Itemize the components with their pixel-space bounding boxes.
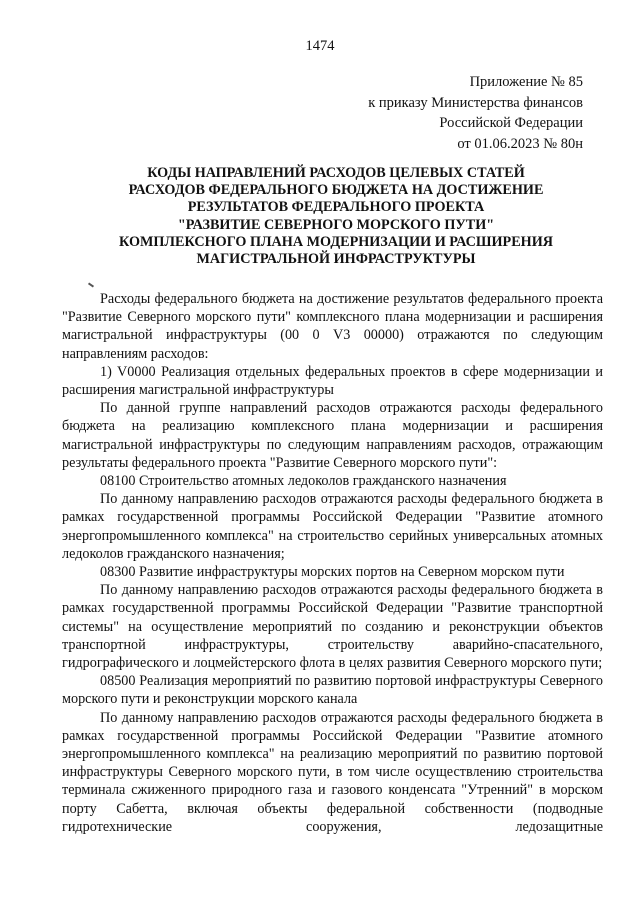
title-line: КОДЫ НАПРАВЛЕНИЙ РАСХОДОВ ЦЕЛЕВЫХ СТАТЕЙ [147,165,525,181]
title-line: "РАЗВИТИЕ СЕВЕРНОГО МОРСКОГО ПУТИ" [177,216,495,233]
appendix-line: к приказу Министерства финансов [368,94,583,111]
page-number: 1474 [305,38,335,54]
body-paragraph: 08500 Реализация мероприятий по развитию портовой инфраструктуры Северного морского пути и реконструкции морского канала [62,673,603,708]
body-paragraph: По данному направлению расходов отражаются расходы федерального бюджета в рамках государственной программы Российской Федерации "Развитие транспортной системы" на осуществление мероприятий по созданию и реконструкции объектов транспортной инфраструктуры, строительству аварийно-спасательного, гидрографического и лоцмейстерского флота в целях развития Северного морского пути; [62,582,603,672]
title-line: РАСХОДОВ ФЕДЕРАЛЬНОГО БЮДЖЕТА НА ДОСТИЖЕНИЕ [128,182,544,199]
body-paragraph: 08300 Развитие инфраструктуры морских портов на Северном морском пути [100,564,565,581]
title-line: МАГИСТРАЛЬНОЙ ИНФРАСТРУКТУРЫ [196,251,476,268]
document-title [40,165,632,268]
appendix-line: Российской Федерации [439,115,583,131]
body-paragraph: Расходы федерального бюджета на достижение результатов федерального проекта "Развитие Северного морского пути" комплексного плана модернизации и расширения магистральной инфраструктуры (00 0 V3 00000) отражаются по следующим направлениям расходов: [62,291,603,362]
body-paragraph: По данному направлению расходов отражаются расходы федерального бюджета в рамках государственной программы Российской Федерации "Развитие атомного энергопромышленного комплекса" на реализацию мероприятий по развитию портовой инфраструктуры Северного морского пути, в том числе осуществлению строительства терминала сжиженного природного газа и газового конденсата "Утренний" в морском порту Сабетта, включая объекты федеральной собственности (подводные гидротехнические сооружения, ледозащитные [62,709,603,835]
document-body [62,290,603,836]
appendix-line: Приложение № 85 [469,74,583,90]
title-line: РЕЗУЛЬТАТОВ ФЕДЕРАЛЬНОГО ПРОЕКТА [187,199,485,216]
appendix-header [323,72,583,154]
body-paragraph: По данной группе направлений расходов отражаются расходы федерального бюджета на реализацию комплексного плана модернизации и расширения магистральной инфраструктуры по следующим направлениям расходов, отражающим результаты федерального проекта "Развитие Северного морского пути": [62,400,603,471]
body-paragraph: 08100 Строительство атомных ледоколов гражданского назначения [100,473,507,490]
body-paragraph: 1) V0000 Реализация отдельных федеральных проектов в сфере модернизации и расширения магистральной инфраструктуры [62,363,603,399]
body-paragraph: По данному направлению расходов отражаются расходы федерального бюджета в рамках государственной программы Российской Федерации "Развитие атомного энергопромышленного комплекса" на строительство серийных универсальных атомных ледоколов гражданского назначения; [62,491,603,562]
scan-mark [88,282,94,287]
appendix-line: от 01.06.2023 № 80н [457,135,583,152]
title-line: КОМПЛЕКСНОГО ПЛАНА МОДЕРНИЗАЦИИ И РАСШИРЕНИЯ [119,233,553,250]
